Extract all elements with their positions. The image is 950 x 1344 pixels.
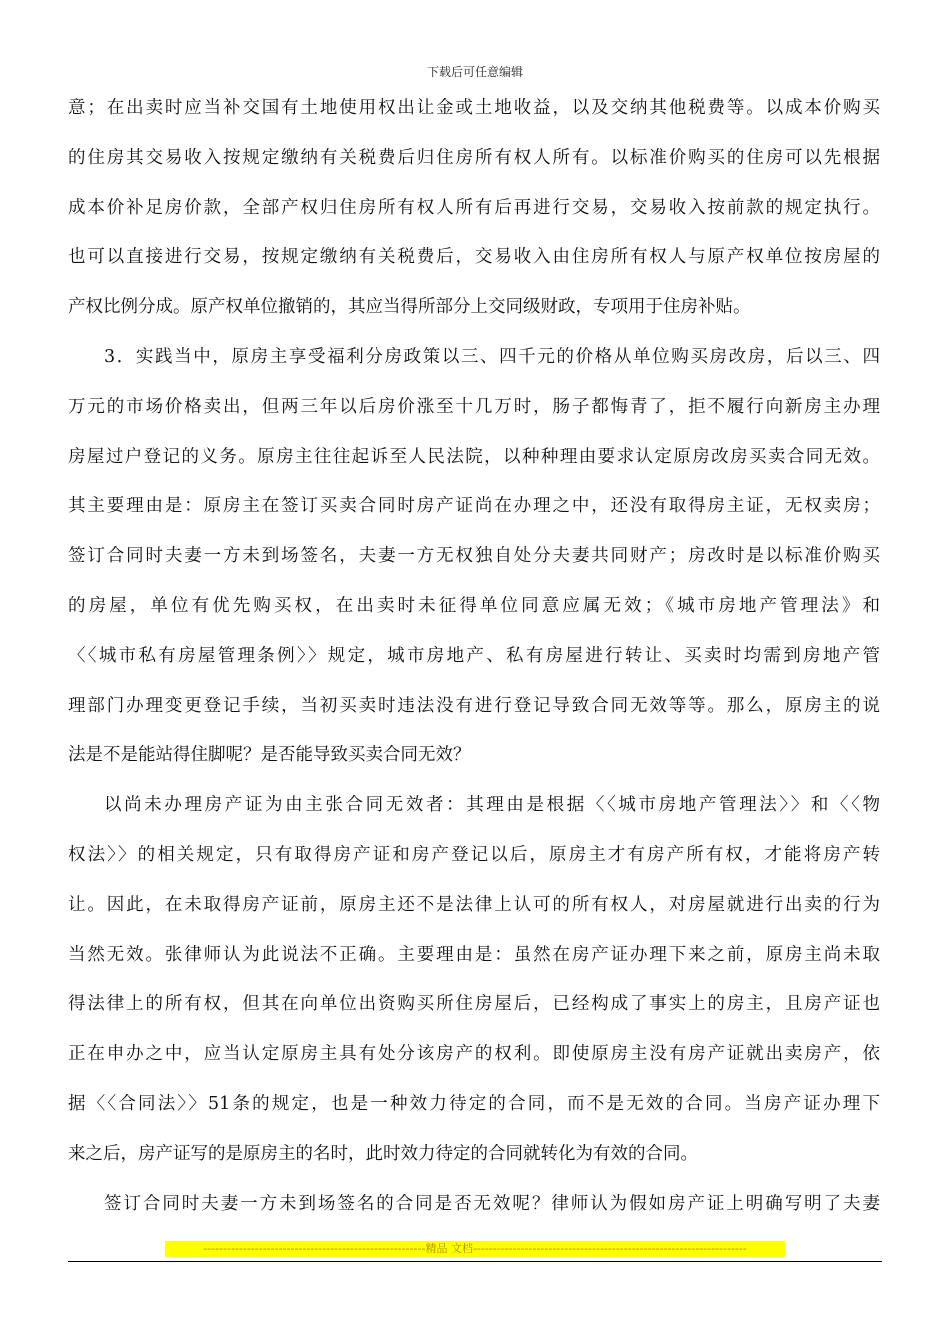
text-line: 成本价补足房价款，全部产权归住房所有权人所有后再进行交易，交易收入按前款的规定执行。 bbox=[68, 197, 880, 218]
text-line: 其主要理由是：原房主在签订买卖合同时房产证尚在办理之中，还没有取得房主证，无权卖房； bbox=[68, 496, 880, 517]
text-line: 签订合同时夫妻一方未到场签名，夫妻一方无权独自处分夫妻共同财产；房改时是以标准价购买 bbox=[68, 546, 880, 567]
text-line: 〈〈城市私有房屋管理条例〉〉规定，城市房地产、私有房屋进行转让、买卖时均需到房地产管 bbox=[68, 645, 880, 666]
text-line: 万元的市场价格卖出，但两三年以后房价涨至十几万时，肠子都悔青了，拒不履行向新房主办理 bbox=[68, 396, 880, 417]
text-line: 房屋过户登记的义务。原房主往往起诉至人民法院，以种种理由要求认定原房改房买卖合同无效。 bbox=[68, 446, 880, 467]
text-line: 法是不是能站得住脚呢？是否能导致买卖合同无效？ bbox=[68, 745, 471, 766]
text-line: 让。因此，在未取得房产证前，原房主还不是法律上认可的所有权人，对房屋就进行出卖的行为 bbox=[68, 894, 880, 915]
paragraph-start-line: 3．实践当中，原房主享受福利分房政策以三、四千元的价格从单位购买房改房，后以三、四 bbox=[104, 346, 880, 367]
text-line: 据〈〈合同法〉〉51条的规定，也是一种效力待定的合同，而不是无效的合同。当房产证办理下 bbox=[68, 1093, 880, 1114]
text-line: 的住房其交易收入按规定缴纳有关税费后归住房所有权人所有。以标准价购买的住房可以先根据 bbox=[68, 147, 880, 168]
footer-divider bbox=[68, 1261, 882, 1262]
document-body bbox=[68, 84, 880, 1229]
text-line: 正在申办之中，应当认定原房主具有处分该房产的权利。即使原房主没有房产证就出卖房产，依 bbox=[68, 1044, 880, 1065]
footer-banner: --------------------------------------------------------精品 文档--------------------------------------------------------------------- bbox=[165, 1241, 785, 1257]
text-line: 理部门办理变更登记手续，当初买卖时违法没有进行登记导致合同无效等等。那么，原房主的说 bbox=[68, 695, 880, 716]
text-line: 来之后，房产证写的是原房主的名时，此时效力待定的合同就转化为有效的合同。 bbox=[68, 1143, 698, 1164]
text-line: 意；在出卖时应当补交国有土地使用权出让金或土地收益，以及交纳其他税费等。以成本价购买 bbox=[68, 98, 880, 118]
text-line: 当然无效。张律师认为此说法不正确。主要理由是：虽然在房产证办理下来之前，原房主尚未取 bbox=[68, 944, 880, 965]
text-line: 权法〉〉的相关规定，只有取得房产证和房产登记以后，原房主才有房产所有权，才能将房产转 bbox=[68, 844, 880, 865]
paragraph-start-line: 签订合同时夫妻一方未到场签名的合同是否无效呢？律师认为假如房产证上明确写明了夫妻 bbox=[104, 1193, 880, 1214]
text-line: 得法律上的所有权，但其在向单位出资购买所住房屋后，已经构成了事实上的房主，且房产证也 bbox=[68, 994, 880, 1015]
text-line: 产权比例分成。原产权单位撤销的，其应当得所部分上交同级财政，专项用于住房补贴。 bbox=[68, 297, 751, 318]
text-line: 也可以直接进行交易，按规定缴纳有关税费后，交易收入由住房所有权人与原产权单位按房屋的 bbox=[68, 247, 880, 268]
paragraph-start-line: 以尚未办理房产证为由主张合同无效者：其理由是根据〈〈城市房地产管理法〉〉和〈〈物 bbox=[104, 795, 880, 816]
page-header: 下载后可任意编辑 bbox=[426, 65, 523, 79]
text-line: 的房屋，单位有优先购买权，在出卖时未征得单位同意应属无效；《城市房地产管理法》和 bbox=[68, 595, 880, 616]
